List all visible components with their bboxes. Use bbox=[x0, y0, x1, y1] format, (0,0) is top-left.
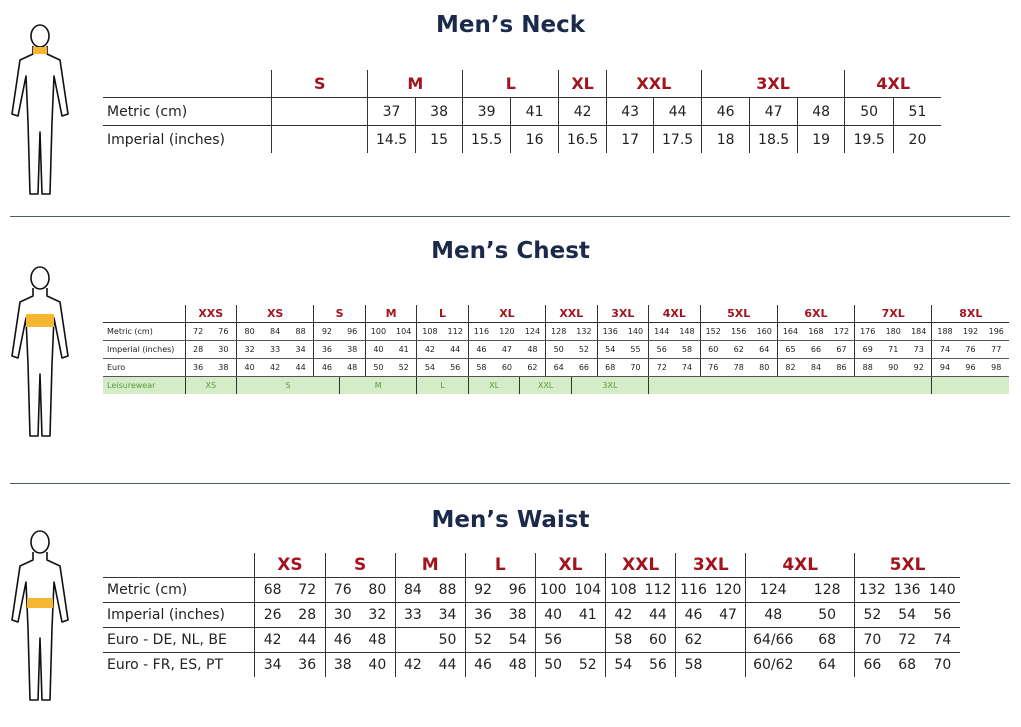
chest-data-row bbox=[103, 359, 1009, 377]
chest-size-header: 8XL bbox=[932, 305, 1009, 323]
neck-row-metric: Metric (cm) 37 38 39 41 42 43 44 46 47 48 50 51 bbox=[103, 98, 941, 126]
table-cell: 82 bbox=[777, 359, 803, 377]
table-cell: 58 bbox=[468, 359, 494, 377]
neck-size-xxl: XXL bbox=[606, 70, 701, 98]
table-cell: 96 bbox=[340, 323, 366, 341]
neck-size-xl: XL bbox=[559, 70, 607, 98]
table-cell: 96 bbox=[500, 578, 535, 603]
chest-data-row bbox=[103, 341, 1009, 359]
neck-size-l: L bbox=[463, 70, 559, 98]
row-label: Euro - DE, NL, BE bbox=[103, 628, 255, 653]
table-cell: 42 bbox=[606, 603, 641, 628]
waist-size-header: L bbox=[465, 553, 535, 578]
table-cell: 72 bbox=[185, 323, 211, 341]
table-cell: 38 bbox=[340, 341, 366, 359]
waist-size-header: 4XL bbox=[746, 553, 855, 578]
table-cell: 36 bbox=[314, 341, 340, 359]
table-cell: 94 bbox=[932, 359, 958, 377]
chest-size-header: 3XL bbox=[597, 305, 649, 323]
table-cell: 192 bbox=[958, 323, 984, 341]
table-cell: 88 bbox=[855, 359, 881, 377]
body-figure-neck-icon bbox=[6, 22, 82, 198]
table-cell: 88 bbox=[288, 323, 314, 341]
table-cell: 55 bbox=[623, 341, 649, 359]
waist-size-header: M bbox=[395, 553, 465, 578]
table-cell: 100 bbox=[535, 578, 570, 603]
table-cell: 73 bbox=[906, 341, 932, 359]
table-cell: 124 bbox=[746, 578, 800, 603]
chest-size-header: L bbox=[417, 305, 469, 323]
table-cell: 60/62 bbox=[746, 653, 800, 678]
table-cell: 52 bbox=[465, 628, 500, 653]
table-cell: 54 bbox=[606, 653, 641, 678]
table-cell: 108 bbox=[417, 323, 443, 341]
table-cell: 104 bbox=[391, 323, 417, 341]
table-cell: 74 bbox=[925, 628, 960, 653]
table-cell: 46 bbox=[676, 603, 711, 628]
row-label: Euro - FR, ES, PT bbox=[107, 657, 223, 673]
table-cell: 70 bbox=[855, 628, 890, 653]
table-cell: 108 bbox=[606, 578, 641, 603]
table-cell: 74 bbox=[932, 341, 958, 359]
table-cell: 30 bbox=[211, 341, 237, 359]
table-cell: 148 bbox=[674, 323, 700, 341]
table-cell: 56 bbox=[649, 657, 667, 673]
table-cell: 68 bbox=[255, 578, 290, 603]
chest-leisurewear-row bbox=[103, 377, 1009, 395]
table-cell: 84 bbox=[262, 323, 288, 341]
chest-size-header: 6XL bbox=[777, 305, 854, 323]
table-cell: 100 bbox=[365, 323, 391, 341]
chest-data-row bbox=[103, 323, 1009, 341]
row-label: Metric (cm) bbox=[103, 323, 185, 341]
table-cell: 120 bbox=[494, 323, 520, 341]
table-cell: 66 bbox=[855, 653, 890, 678]
row-label: Leisurewear bbox=[103, 377, 185, 395]
table-cell: 44 bbox=[438, 657, 457, 673]
table-cell: 80 bbox=[752, 359, 778, 377]
chest-title: Men’s Chest bbox=[431, 238, 590, 264]
table-cell: 116 bbox=[468, 323, 494, 341]
table-cell: 42 bbox=[395, 653, 430, 678]
table-cell: 34 bbox=[255, 653, 290, 678]
table-cell: 70 bbox=[623, 359, 649, 377]
row-label: Imperial (inches) bbox=[107, 131, 225, 148]
table-cell: 52 bbox=[855, 603, 890, 628]
table-cell bbox=[711, 628, 746, 653]
waist-size-header-row bbox=[103, 553, 960, 578]
table-cell: 40 bbox=[535, 603, 570, 628]
table-cell: 69 bbox=[855, 341, 881, 359]
table-cell: 50 bbox=[365, 359, 391, 377]
table-cell: 120 bbox=[711, 578, 746, 603]
table-cell: 44 bbox=[288, 359, 314, 377]
waist-title: Men’s Waist bbox=[431, 507, 590, 533]
row-label: Metric (cm) bbox=[103, 578, 255, 603]
table-cell: 50 bbox=[535, 653, 570, 678]
table-cell: 40 bbox=[237, 359, 263, 377]
neck-size-header-row bbox=[103, 70, 941, 98]
table-cell: 44 bbox=[641, 603, 676, 628]
row-label: Imperial (inches) bbox=[103, 603, 255, 628]
table-cell: 44 bbox=[443, 341, 469, 359]
table-cell: 48 bbox=[360, 628, 395, 653]
table-cell: 48 bbox=[340, 359, 366, 377]
table-cell: 56 bbox=[535, 628, 570, 653]
table-cell: 33 bbox=[262, 341, 288, 359]
table-cell: 92 bbox=[314, 323, 340, 341]
table-cell: 84 bbox=[803, 359, 829, 377]
table-cell: 140 bbox=[925, 578, 960, 603]
table-cell: 176 bbox=[855, 323, 881, 341]
table-cell: 50 bbox=[800, 603, 854, 628]
table-cell: 41 bbox=[570, 603, 605, 628]
table-cell: 47 bbox=[494, 341, 520, 359]
table-cell: 47 bbox=[711, 603, 746, 628]
table-cell: 68 bbox=[898, 657, 917, 673]
neck-title: Men’s Neck bbox=[435, 12, 586, 38]
table-cell bbox=[570, 628, 605, 653]
table-cell: 72 bbox=[290, 578, 325, 603]
leisurewear-size: 3XL bbox=[571, 377, 648, 395]
table-cell: 72 bbox=[649, 359, 675, 377]
table-cell: 140 bbox=[623, 323, 649, 341]
table-cell: 56 bbox=[649, 341, 675, 359]
table-cell: 38 bbox=[211, 359, 237, 377]
waist-size-header: XL bbox=[535, 553, 605, 578]
table-cell: 64 bbox=[546, 359, 572, 377]
table-cell: 62 bbox=[726, 341, 752, 359]
table-cell: 40 bbox=[368, 657, 387, 673]
waist-data-row bbox=[103, 653, 960, 678]
table-cell: 112 bbox=[443, 323, 469, 341]
table-cell: 54 bbox=[890, 603, 925, 628]
table-cell: 36 bbox=[298, 657, 317, 673]
chest-size-header: 7XL bbox=[855, 305, 932, 323]
table-cell: 92 bbox=[906, 359, 932, 377]
table-cell: 88 bbox=[430, 578, 465, 603]
table-cell: 34 bbox=[430, 603, 465, 628]
table-cell: 42 bbox=[262, 359, 288, 377]
row-label: Imperial (inches) bbox=[103, 341, 185, 359]
table-cell: 76 bbox=[700, 359, 726, 377]
table-cell: 76 bbox=[325, 578, 360, 603]
table-cell: 50 bbox=[430, 628, 465, 653]
table-cell: 70 bbox=[933, 657, 952, 673]
table-cell: 48 bbox=[520, 341, 546, 359]
neck-size-s: S bbox=[272, 70, 368, 98]
neck-size-4xl: 4XL bbox=[845, 70, 941, 98]
table-cell: 136 bbox=[890, 578, 925, 603]
neck-size-3xl: 3XL bbox=[701, 70, 845, 98]
table-cell: 54 bbox=[417, 359, 443, 377]
table-cell: 92 bbox=[465, 578, 500, 603]
table-cell: 160 bbox=[752, 323, 778, 341]
table-cell: 58 bbox=[606, 628, 641, 653]
table-cell: 68 bbox=[800, 628, 854, 653]
table-cell: 144 bbox=[649, 323, 675, 341]
table-cell: 36 bbox=[185, 359, 211, 377]
table-cell: 33 bbox=[395, 603, 430, 628]
table-cell: 52 bbox=[578, 657, 597, 673]
table-cell: 32 bbox=[360, 603, 395, 628]
table-cell: 164 bbox=[777, 323, 803, 341]
table-cell: 90 bbox=[880, 359, 906, 377]
table-cell: 52 bbox=[391, 359, 417, 377]
table-cell: 84 bbox=[395, 578, 430, 603]
leisurewear-size: L bbox=[417, 377, 469, 395]
table-cell: 74 bbox=[674, 359, 700, 377]
waist-size-header: XS bbox=[255, 553, 325, 578]
table-cell: 46 bbox=[468, 341, 494, 359]
table-cell: 78 bbox=[726, 359, 752, 377]
body-figure-chest-icon bbox=[6, 264, 82, 440]
table-cell: 168 bbox=[803, 323, 829, 341]
row-label: Euro bbox=[103, 359, 185, 377]
table-cell: 86 bbox=[829, 359, 855, 377]
table-cell: 62 bbox=[676, 628, 711, 653]
table-cell: 132 bbox=[855, 578, 890, 603]
leisurewear-size: XL bbox=[468, 377, 520, 395]
table-cell: 104 bbox=[570, 578, 605, 603]
table-cell: 48 bbox=[746, 603, 800, 628]
table-cell: 112 bbox=[641, 578, 676, 603]
chest-size-header: XS bbox=[237, 305, 314, 323]
table-cell: 77 bbox=[983, 341, 1009, 359]
table-cell: 30 bbox=[325, 603, 360, 628]
table-cell: 58 bbox=[674, 341, 700, 359]
chest-size-header: 4XL bbox=[649, 305, 701, 323]
table-cell: 80 bbox=[360, 578, 395, 603]
table-cell: 60 bbox=[494, 359, 520, 377]
table-cell: 184 bbox=[906, 323, 932, 341]
waist-data-row bbox=[103, 578, 960, 603]
chest-size-header: 5XL bbox=[700, 305, 777, 323]
table-cell: 132 bbox=[571, 323, 597, 341]
chest-size-header: S bbox=[314, 305, 366, 323]
waist-size-header: 3XL bbox=[676, 553, 746, 578]
table-cell: 64 bbox=[752, 341, 778, 359]
table-cell: 96 bbox=[958, 359, 984, 377]
table-cell: 196 bbox=[983, 323, 1009, 341]
table-cell: 128 bbox=[546, 323, 572, 341]
table-cell: 34 bbox=[288, 341, 314, 359]
table-cell: 136 bbox=[597, 323, 623, 341]
table-cell: 56 bbox=[925, 603, 960, 628]
chest-size-header: XL bbox=[468, 305, 545, 323]
table-cell: 46 bbox=[314, 359, 340, 377]
table-cell: 64 bbox=[818, 657, 837, 673]
waist-data-row bbox=[103, 603, 960, 628]
chest-size-table bbox=[103, 305, 1009, 394]
table-cell: 66 bbox=[803, 341, 829, 359]
table-cell: 64/66 bbox=[746, 628, 800, 653]
row-label: Metric (cm) bbox=[103, 98, 272, 126]
waist-size-header: S bbox=[325, 553, 395, 578]
leisurewear-size: XS bbox=[185, 377, 237, 395]
table-cell: 172 bbox=[829, 323, 855, 341]
table-cell: 72 bbox=[890, 628, 925, 653]
table-cell: 65 bbox=[777, 341, 803, 359]
neck-size-m: M bbox=[368, 70, 463, 98]
table-cell: 60 bbox=[641, 628, 676, 653]
table-cell: 54 bbox=[597, 341, 623, 359]
table-cell: 71 bbox=[880, 341, 906, 359]
table-cell: 56 bbox=[443, 359, 469, 377]
table-cell bbox=[711, 653, 746, 678]
waist-data-row bbox=[103, 628, 960, 653]
table-cell: 124 bbox=[520, 323, 546, 341]
table-cell: 76 bbox=[211, 323, 237, 341]
table-cell: 62 bbox=[520, 359, 546, 377]
table-cell: 66 bbox=[571, 359, 597, 377]
leisurewear-size: S bbox=[237, 377, 340, 395]
table-cell: 44 bbox=[290, 628, 325, 653]
table-cell: 52 bbox=[571, 341, 597, 359]
table-cell: 38 bbox=[325, 653, 360, 678]
table-cell: 28 bbox=[185, 341, 211, 359]
table-cell: 48 bbox=[508, 657, 527, 673]
chest-size-header: XXS bbox=[185, 305, 237, 323]
neck-size-table bbox=[103, 70, 941, 153]
table-cell bbox=[395, 628, 430, 653]
table-cell: 180 bbox=[880, 323, 906, 341]
chest-size-header-row bbox=[103, 305, 1009, 323]
table-cell: 68 bbox=[597, 359, 623, 377]
table-cell: 32 bbox=[237, 341, 263, 359]
table-cell: 58 bbox=[676, 653, 711, 678]
section-divider bbox=[10, 483, 1010, 484]
table-cell: 42 bbox=[255, 628, 290, 653]
chest-size-header: M bbox=[365, 305, 417, 323]
table-cell: 116 bbox=[676, 578, 711, 603]
table-cell: 36 bbox=[465, 603, 500, 628]
body-figure-waist-icon bbox=[6, 528, 82, 704]
leisurewear-size: M bbox=[340, 377, 417, 395]
waist-size-table bbox=[103, 553, 960, 677]
table-cell: 40 bbox=[365, 341, 391, 359]
leisurewear-size: XXL bbox=[520, 377, 572, 395]
chest-size-header: XXL bbox=[546, 305, 598, 323]
neck-row-imperial: Imperial (inches) 14.5 15 15.5 16 16.5 17 17.5 18 18.5 19 19.5 20 bbox=[103, 126, 941, 154]
table-cell: 128 bbox=[800, 578, 854, 603]
table-cell: 67 bbox=[829, 341, 855, 359]
table-cell: 46 bbox=[325, 628, 360, 653]
table-cell: 28 bbox=[290, 603, 325, 628]
table-cell: 54 bbox=[500, 628, 535, 653]
table-cell: 152 bbox=[700, 323, 726, 341]
table-cell: 60 bbox=[700, 341, 726, 359]
table-cell: 98 bbox=[983, 359, 1009, 377]
table-cell: 42 bbox=[417, 341, 443, 359]
waist-size-header: 5XL bbox=[855, 553, 960, 578]
table-cell: 80 bbox=[237, 323, 263, 341]
section-divider bbox=[10, 216, 1010, 217]
table-cell: 26 bbox=[255, 603, 290, 628]
table-cell: 76 bbox=[958, 341, 984, 359]
table-cell: 188 bbox=[932, 323, 958, 341]
table-cell: 156 bbox=[726, 323, 752, 341]
table-cell: 50 bbox=[546, 341, 572, 359]
table-cell: 38 bbox=[500, 603, 535, 628]
table-cell: 41 bbox=[391, 341, 417, 359]
waist-size-header: XXL bbox=[606, 553, 676, 578]
table-cell: 46 bbox=[465, 653, 500, 678]
